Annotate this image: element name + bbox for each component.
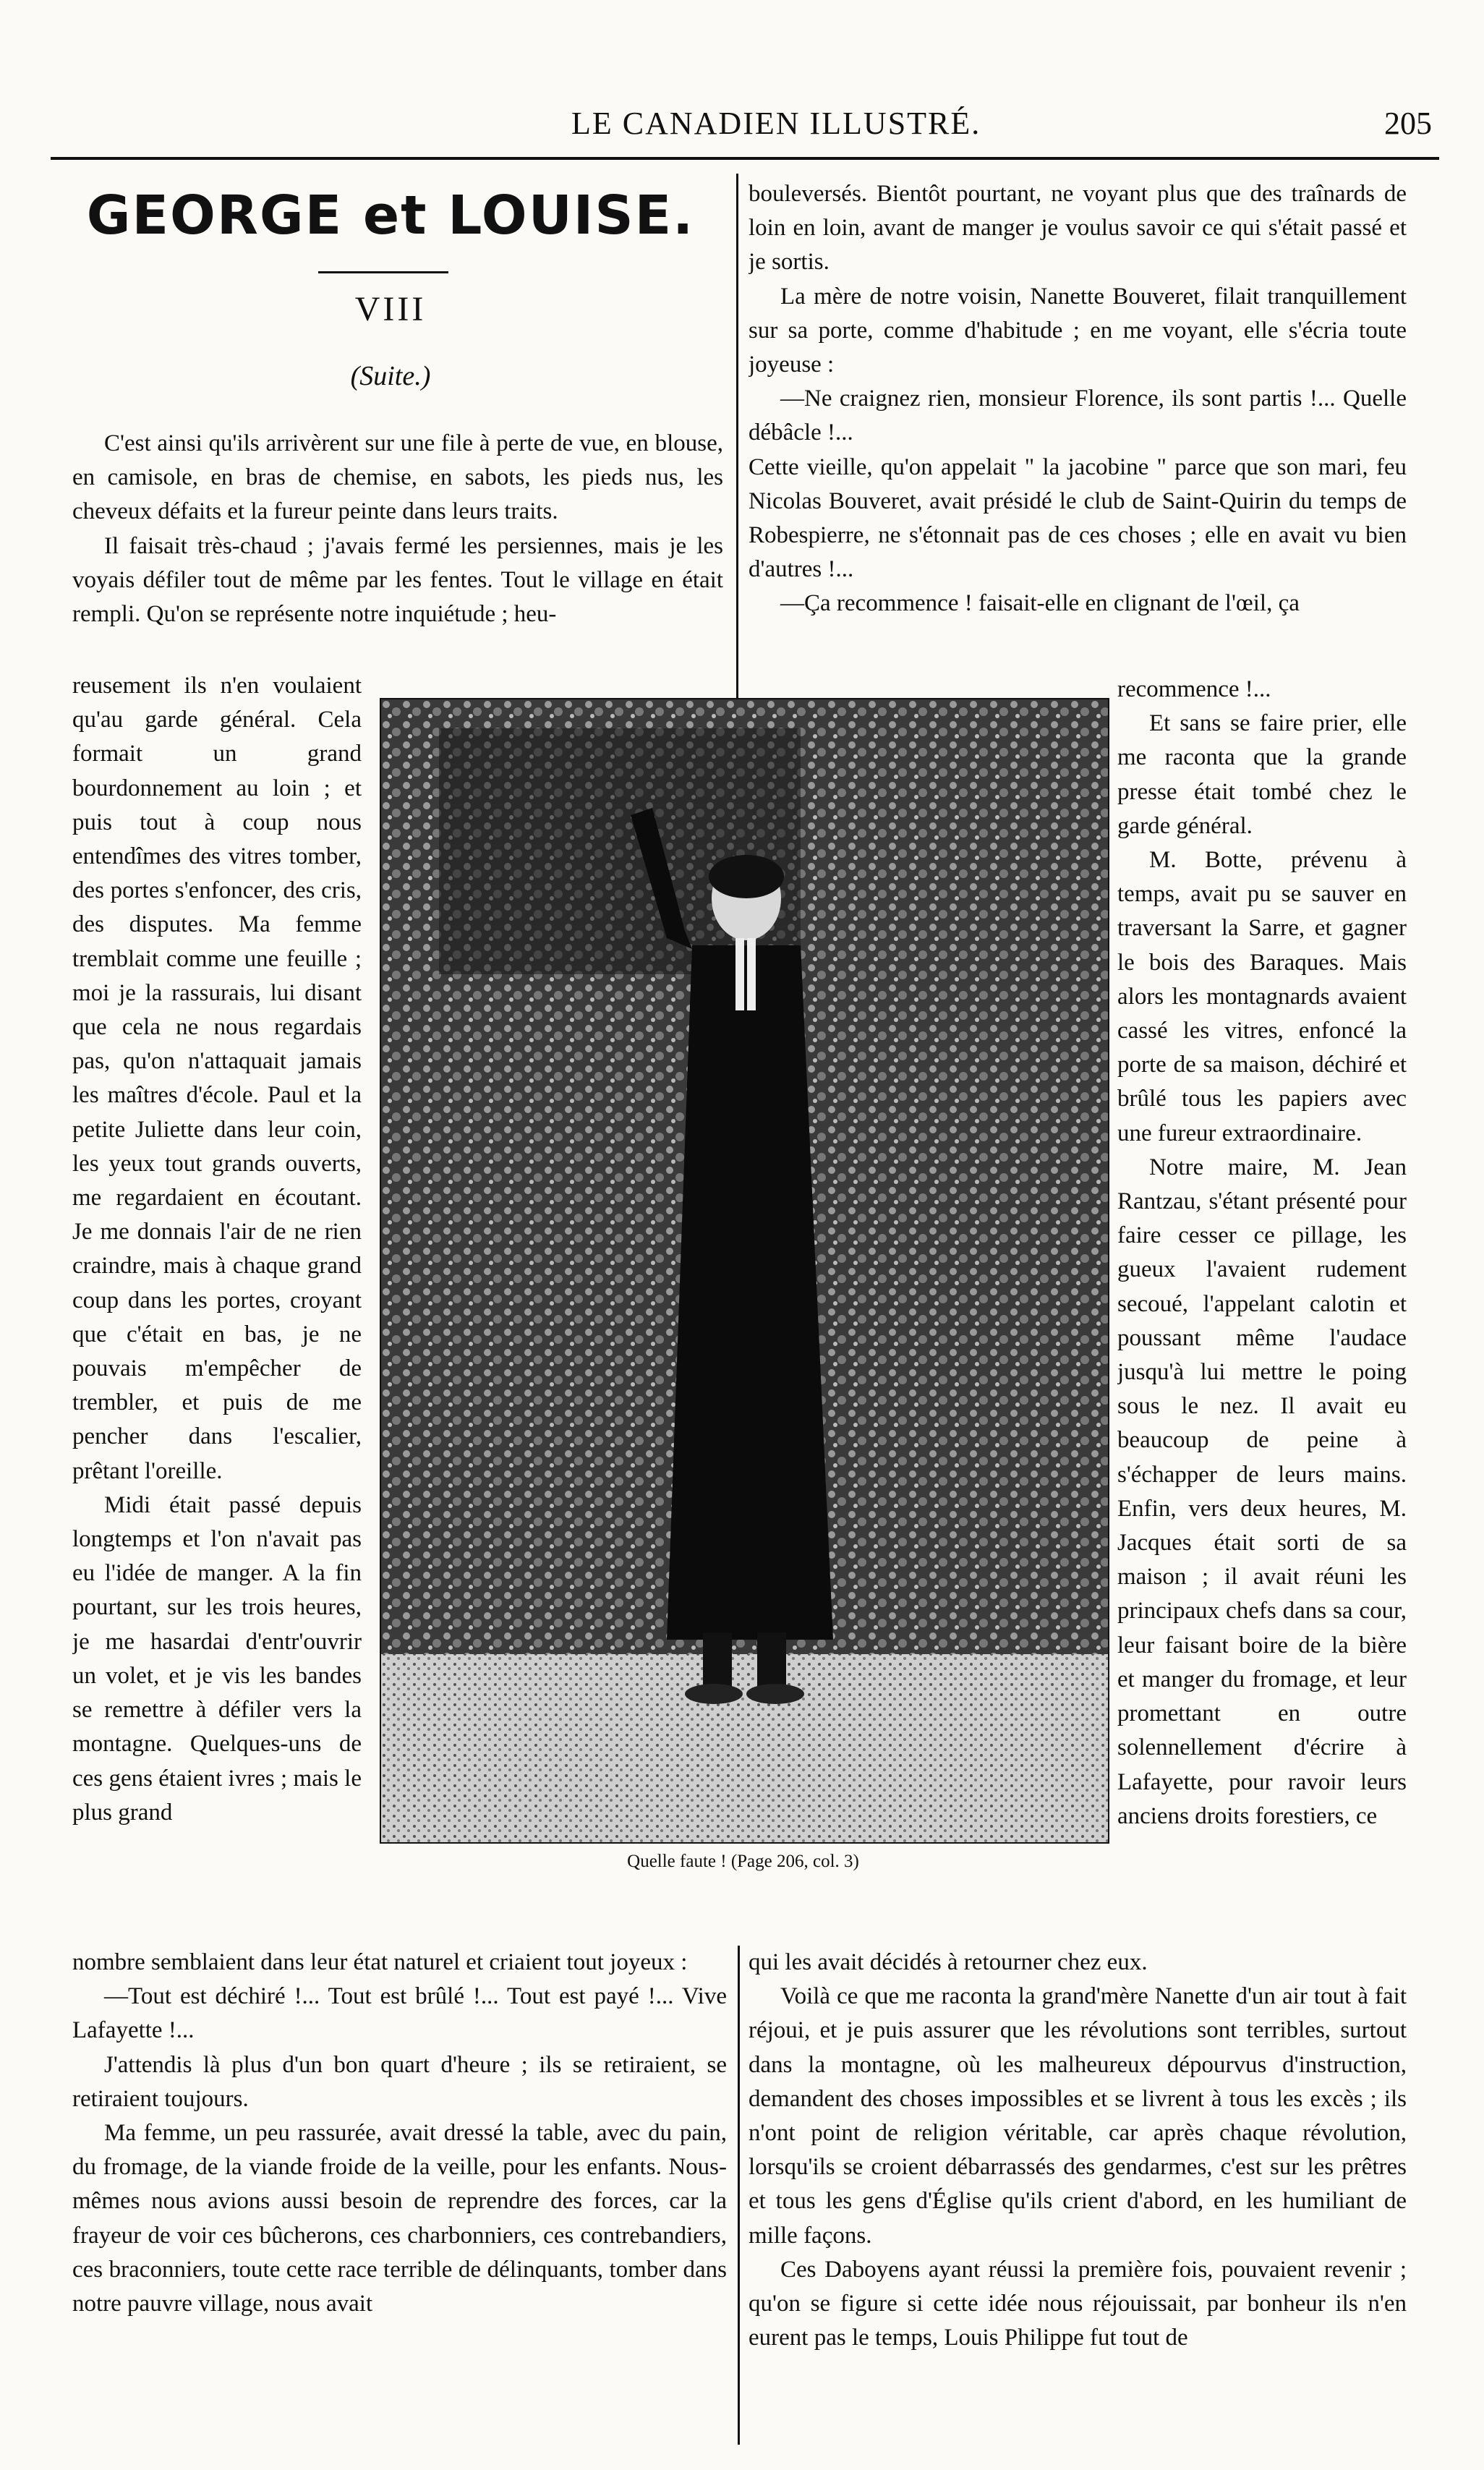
newspaper-title: LE CANADIEN ILLUSTRÉ. [571, 106, 981, 141]
illustration-caption: Quelle faute ! (Page 206, col. 3) [627, 1852, 859, 1871]
paragraph: M. Botte, prévenu à temps, avait pu se sauver en traversant la Sarre, et gagner le bois des Baraques. Mais alors les montagnards avaient cassé les vitres, enfoncé la porte de sa maison, déchiré et brûlé tous les papiers avec une fureur extraordinaire. [1117, 847, 1407, 1146]
page-number: 205 [1384, 106, 1432, 141]
paragraph: —Ça recommence ! faisait-elle en clignant de l'œil, ça [780, 590, 1300, 617]
paragraph: Et sans se faire prier, elle me raconta que la grande presse était tombé chez le garde général. [1117, 710, 1407, 839]
paragraph: Notre maire, M. Jean Rantzau, s'étant présenté pour faire cesser ce pillage, les gueux l'avaient rudement secoué, l'appelant calotin et poussant même l'audace jusqu'à lui mettre le poing sous le nez. Il avait eu beaucoup de peine à s'échapper de leurs mains. Enfin, vers deux heures, M. Jacques était sorti de sa maison ; il avait réuni les principaux chefs dans sa cour, leur faisant boire de la bière et manger du fromage, et leur promettant en outre solennellement d'écrire à Lafayette, pour ravoir leurs anciens droits forestiers, ce [1117, 1154, 1407, 1829]
header-rule [51, 157, 1439, 160]
paragraph: Voilà ce que me raconta la grand'mère Nanette d'un air tout à fait réjoui, et je puis assurer que les révolutions sont terribles, surtout dans la montagne, où les malheureux dépourvus d'instruction, demandent des choses impossibles et se livrent à tous les excès ; ils n'ont point de religion véritable, car après chaque révolution, lorsqu'ils se croient débarrassés des gendarmes, c'est sur les prêtres et tous les gens d'Église qu'ils crient d'abord, en les humiliant de mille façons. [749, 1983, 1407, 2249]
column-divider [738, 1946, 740, 2445]
paragraph: Ces Daboyens ayant réussi la première fois, pouvaient revenir ; qu'on se figure si cette idée nous réjouissait, par bonheur ils n'en eurent pas le temps, Louis Philippe fut tout de [749, 2256, 1407, 2351]
chapter-number: VIII [354, 290, 427, 328]
chapter-suite: (Suite.) [350, 361, 431, 391]
left-column-top [72, 427, 723, 698]
left-column-bottom [72, 1946, 727, 2452]
paragraph: —Tout est déchiré !... Tout est brûlé !... Tout est payé !... Vive Lafayette !... [72, 1983, 727, 2044]
column-divider [736, 174, 738, 702]
paragraph: C'est ainsi qu'ils arrivèrent sur une file à perte de vue, en blouse, en camisole, en bras de chemise, en sabots, les pieds nus, les cheveux défaits et la fureur peinte dans leurs traits. [72, 430, 723, 525]
paragraph: Ma femme, un peu rassurée, avait dressé la table, avec du pain, du fromage, de la viande froide de la veille, pour les enfants. Nous-mêmes nous avions aussi besoin de reprendre des forces, car la frayeur de voir ces bûcherons, ces charbonniers, ces contrebandiers, ces braconniers, toute cette race terrible de délinquants, tomber dans notre pauvre village, nous avait [72, 2120, 727, 2317]
paragraph: —Ne craignez rien, monsieur Florence, ils sont partis !... Quelle débâcle !... [749, 386, 1407, 446]
paragraph: qui les avait décidés à retourner chez eux. [749, 1949, 1148, 1975]
paragraph: reusement ils n'en voulaient qu'au garde général. Cela formait un grand bourdonnement au loin ; et puis tout à coup nous entendîmes des vitres tomber, des portes s'enfoncer, des cris, des disputes. Ma femme tremblait comme une feuille ; moi je la rassurais, lui disant que cela ne nous regardais pas, qu'on n'attaquait jamais les maîtres d'école. Paul et la petite Juliette dans leur coin, les yeux tout grands ouverts, me regardaient en écoutant. Je me donnais l'air de ne rien craindre, mais à chaque grand coup dans les portes, croyant que c'était en bas, je ne pouvais m'empêcher de trembler, et puis de me pencher dans l'escalier, prêtant l'oreille. [72, 673, 362, 1484]
title-rule [318, 271, 448, 273]
right-column-top [749, 177, 1407, 669]
paragraph: bouleversés. Bientôt pourtant, ne voyant plus que des traînards de loin en loin, avant de manger je voulus savoir ce qui s'était passé et je sortis. [749, 181, 1407, 276]
paragraph: recommence !... [1117, 676, 1271, 702]
paragraph: Cette vieille, qu'on appelait " la jacobine " parce que son mari, feu Nicolas Bouveret, avait présidé le club de Saint-Quirin du temps de Robespierre, ne s'étonnait pas de ces choses ; elle en avait vu bien d'autres !... [749, 453, 1407, 583]
engraving-illustration [380, 698, 1109, 1844]
paragraph: La mère de notre voisin, Nanette Bouveret, filait tranquillement sur sa porte, comme d'habitude ; en me voyant, elle s'écria toute joyeuse : [749, 283, 1407, 378]
paragraph: J'attendis là plus d'un bon quart d'heure ; ils se retiraient, se retiraient toujours. [72, 2051, 727, 2112]
paragraph: Il faisait très-chaud ; j'avais fermé les persiennes, mais je les voyais défiler tout de même par les fentes. Tout le village en était rempli. Qu'on se représente notre inquiétude ; heu- [72, 532, 723, 628]
left-column-narrow [72, 669, 362, 1942]
paragraph: Midi était passé depuis longtemps et l'on n'avait pas eu l'idée de manger. A la fin pourtant, sur les trois heures, je me hasardai d'entr'ouvrir un volet, et je vis les bandes se remettre à défiler vers la montagne. Quelques-uns de ces gens étaient ivres ; mais le plus grand [72, 1491, 362, 1826]
right-column-narrow [1117, 673, 1407, 1928]
engraving-drawing [381, 699, 1108, 1842]
paragraph: nombre semblaient dans leur état naturel et criaient tout joyeux : [72, 1949, 688, 1975]
article-title: GEORGE et LOUISE. [86, 184, 695, 247]
running-header [51, 105, 1439, 156]
right-column-bottom [749, 1946, 1407, 2452]
